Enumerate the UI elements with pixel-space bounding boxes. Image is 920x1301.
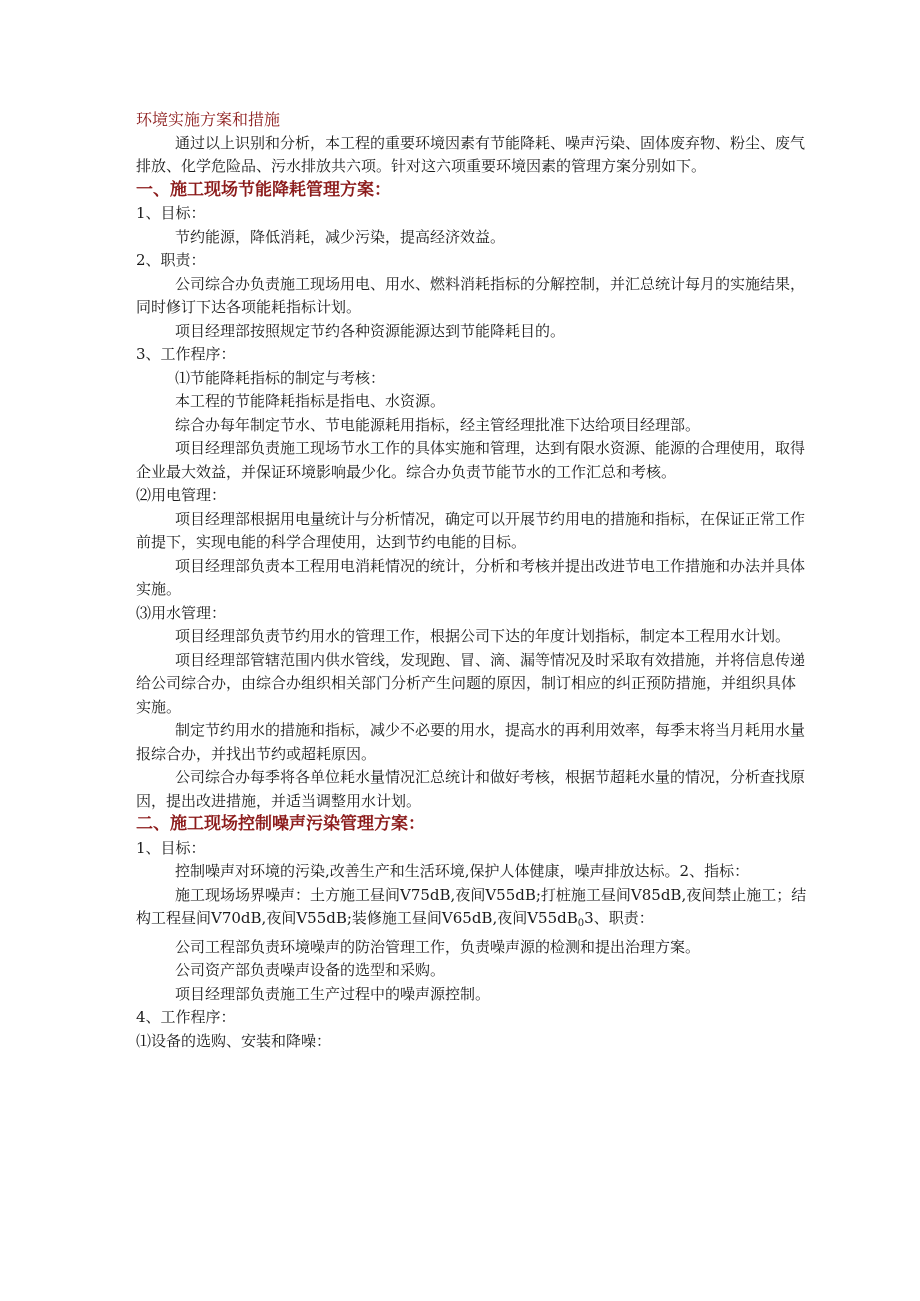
s1-proc-3-paragraph-3: 制定节约用水的措施和指标，减少不必要的用水，提高水的再利用效率，每季末将当月耗用水量报综合办，并找出节约或超耗原因。 — [136, 721, 806, 763]
s2-duty-paragraph-1: 公司工程部负责环境噪声的防治管理工作，负责噪声源的检测和提出治理方案。 — [175, 937, 701, 956]
s1-duty-label: 2、职责： — [136, 251, 206, 269]
s1-procedure-label: 3、工作程序： — [136, 345, 236, 363]
s1-proc-2-paragraph-1: 项目经理部根据用电量统计与分析情况，确定可以开展节约用电的措施和指标，在保证正常工作前提下，实现电能的科学合理使用，达到节约电能的目标。 — [136, 509, 806, 551]
s2-duty-paragraph-3: 项目经理部负责施工生产过程中的噪声源控制。 — [175, 984, 491, 1003]
section-1-heading: 一、施工现场节能降耗管理方案： — [136, 179, 391, 200]
s2-duty-label: 3、职责： — [584, 909, 654, 927]
s1-goal-text: 节约能源，降低消耗，减少污染，提高经济效益。 — [175, 227, 506, 246]
s1-proc-1-paragraph-1: 本工程的节能降耗指标是指电、水资源。 — [175, 392, 446, 410]
s1-goal-label: 1、目标： — [136, 204, 206, 222]
section-2-heading: 二、施工现场控制噪声污染管理方案： — [136, 814, 425, 834]
document-body — [136, 108, 808, 1053]
s2-index-subscript: 0 — [577, 918, 585, 929]
s2-proc-1-label: ⑴设备的选购、安装和降噪： — [136, 1031, 332, 1050]
s2-duty-paragraph-2: 公司资产部负责噪声设备的选型和采购。 — [175, 961, 446, 979]
s1-proc-2-paragraph-2: 项目经理部负责本工程用电消耗情况的统计，分析和考核并提出改进节电工作措施和办法并具体实施。 — [136, 556, 806, 598]
s2-index-paragraph — [136, 884, 808, 936]
s1-proc-3-label: ⑶用水管理： — [136, 603, 227, 622]
s1-duty-paragraph-1: 公司综合办负责施工现场用电、用水、燃料消耗指标的分解控制，并汇总统计每月的实施结果，同时修订下达各项能耗指标计划。 — [136, 274, 806, 316]
s2-procedure-label: 4、工作程序： — [136, 1008, 236, 1026]
s1-proc-1-label: ⑴节能降耗指标的制定与考核： — [175, 368, 386, 387]
s1-proc-1-paragraph-2: 综合办每年制定节水、节电能源耗用指标，经主管经理批准下达给项目经理部。 — [175, 415, 701, 434]
s2-index-text: 施工现场场界噪声：土方施工昼间V75dB,夜间V55dB;打桩施工昼间V85dB,夜间禁止施工；结构工程昼间V70dB,夜间V55dB;装修施工昼间V65dB,夜间V55dB — [136, 885, 807, 927]
s1-proc-3-paragraph-1: 项目经理部负责节约用水的管理工作，根据公司下达的年度计划指标，制定本工程用水计划。 — [175, 627, 791, 645]
s1-proc-3-paragraph-2: 项目经理部管辖范围内供水管线，发现跑、冒、滴、漏等情况及时采取有效措施，并将信息传递给公司综合办，由综合办组织相关部门分析产生问题的原因，制订相应的纠正预防措施，并组织具体实施。 — [136, 650, 806, 716]
s2-goal-text: 控制噪声对环境的污染,改善生产和生活环境,保护人体健康，噪声排放达标。2、指标： — [175, 862, 750, 880]
intro-paragraph: 通过以上识别和分析，本工程的重要环境因素有节能降耗、噪声污染、固体废弃物、粉尘、废气排放、化学危险品、污水排放共六项。针对这六项重要环境因素的管理方案分别如下。 — [136, 133, 806, 175]
s1-duty-paragraph-2: 项目经理部按照规定节约各种资源能源达到节能降耗目的。 — [175, 321, 566, 340]
s1-proc-2-label: ⑵用电管理： — [136, 486, 227, 504]
s2-goal-label: 1、目标： — [136, 838, 206, 857]
s1-proc-3-paragraph-4: 公司综合办每季将各单位耗水量情况汇总统计和做好考核，根据节超耗水量的情况，分析查找原因，提出改进措施，并适当调整用水计划。 — [136, 768, 806, 810]
document-title: 环境实施方案和措施 — [136, 110, 281, 129]
s1-proc-1-paragraph-3: 项目经理部负责施工现场节水工作的具体实施和管理，达到有限水资源、能源的合理使用，取得企业最大效益，并保证环境影响最少化。综合办负责节能节水的工作汇总和考核。 — [136, 439, 806, 481]
